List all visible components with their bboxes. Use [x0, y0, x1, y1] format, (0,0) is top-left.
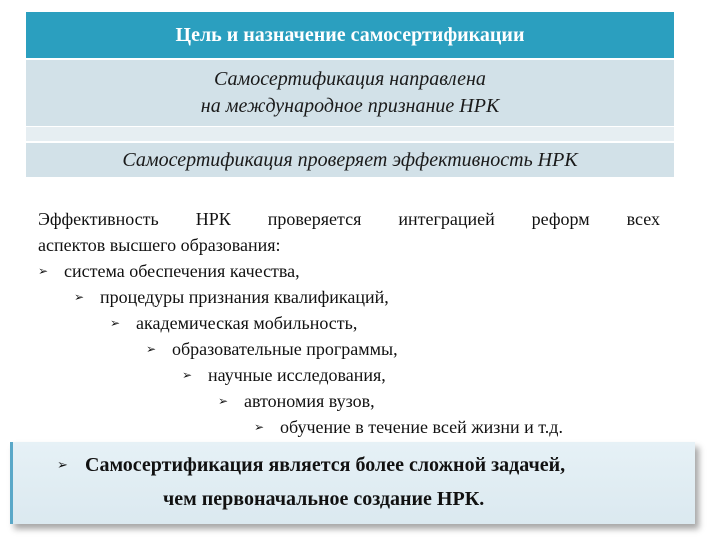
conclusion-callout	[10, 442, 695, 524]
list-item	[38, 258, 300, 284]
callout-line-1-text: Самосертификация является более сложной задачей,	[85, 454, 566, 476]
arrow-bullet-icon: ➢	[110, 316, 121, 330]
intro-line-1: Эффективность НРК проверяется интеграцией реформ всех	[38, 209, 660, 229]
list-item-label: образовательные программы,	[172, 339, 398, 359]
purpose-row-line-2: на международное признание НРК	[200, 95, 500, 117]
purpose-row-line-1: Самосертификация направлена	[214, 68, 486, 90]
list-item-label: обучение в течение всей жизни и т.д.	[280, 417, 563, 437]
arrow-bullet-icon: ➢	[57, 458, 68, 473]
purpose-row-text: Самосертификация проверяет эффективность НРК	[122, 148, 578, 171]
list-item	[74, 284, 389, 310]
slide-title: Цель и назначение самосертификации	[175, 23, 525, 46]
arrow-bullet-icon: ➢	[74, 290, 85, 304]
arrow-bullet-icon: ➢	[38, 264, 49, 278]
effectiveness-paragraph	[38, 206, 660, 258]
list-item-label: процедуры признания квалификаций,	[100, 287, 389, 307]
intro-text	[38, 206, 660, 258]
list-item	[218, 388, 375, 414]
slide-title-bar	[26, 12, 674, 58]
spacer-row	[26, 127, 674, 142]
purpose-row-effectiveness	[26, 143, 674, 178]
list-item	[182, 362, 386, 388]
arrow-bullet-icon: ➢	[182, 368, 193, 382]
list-item-label: научные исследования,	[208, 365, 386, 385]
arrow-bullet-icon: ➢	[146, 342, 157, 356]
list-item-label: система обеспечения качества,	[64, 261, 300, 281]
intro-line-2: аспектов высшего образования:	[38, 235, 281, 255]
arrow-bullet-icon: ➢	[218, 394, 229, 408]
purpose-row-international	[26, 60, 674, 127]
list-item	[146, 336, 398, 362]
arrow-bullet-icon: ➢	[254, 420, 265, 434]
list-item	[110, 310, 357, 336]
callout-line-2: чем первоначальное создание НРК.	[163, 488, 485, 510]
list-item-label: автономия вузов,	[244, 391, 375, 411]
list-item	[254, 414, 563, 440]
callout-line-1	[57, 454, 565, 477]
list-item-label: академическая мобильность,	[136, 313, 358, 333]
